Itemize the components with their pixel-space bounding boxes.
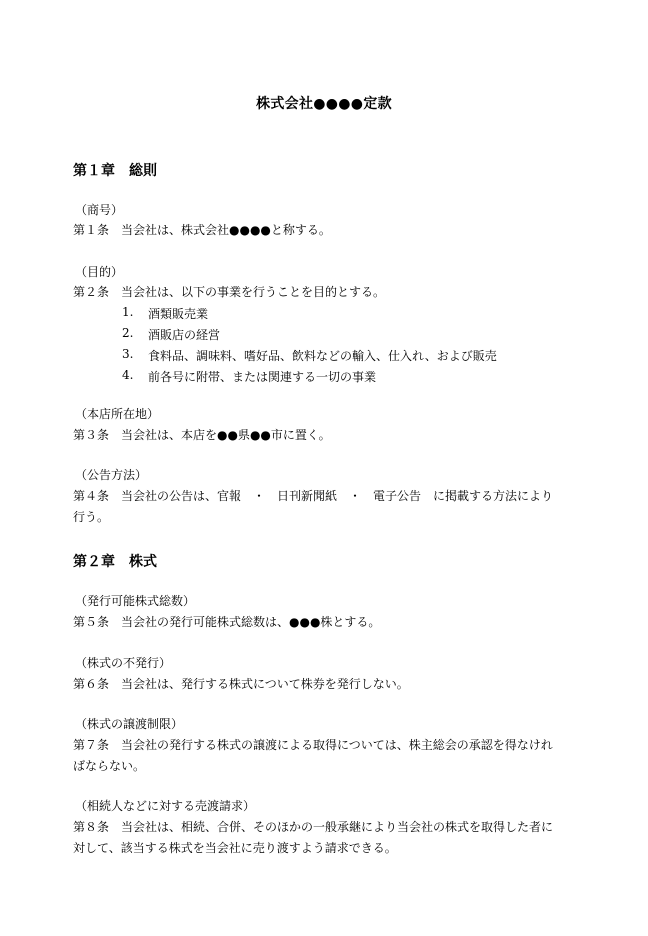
list-item: 酒類販売業 [148, 307, 209, 321]
article-4-text-line-1: 第４条 当会社の公告は、官報 ・ 日刊新聞紙 ・ 電子公告 に掲載する方法により [73, 489, 554, 503]
article-3-text: 第３条 当会社は、本店を●●県●●市に置く。 [73, 428, 331, 442]
article-5-text: 第５条 当会社の発行可能株式総数は、●●●株とする。 [73, 615, 381, 629]
list-item-number: 4. [122, 368, 134, 382]
article-8-text-line-1: 第８条 当会社は、相続、合併、そのほかの一般承継により当会社の株式を取得した者に [73, 820, 554, 834]
article-7-text-line-2: ばならない。 [73, 759, 146, 773]
article-6-text: 第６条 当会社は、発行する株式について株券を発行しない。 [73, 677, 409, 691]
article-3-heading: （本店所在地） [75, 407, 160, 421]
article-2-text: 第２条 当会社は、以下の事業を行うことを目的とする。 [73, 285, 386, 299]
chapter-1-heading: 第１章 総則 [73, 163, 157, 179]
article-7-text-line-1: 第７条 当会社の発行する株式の譲渡による取得については、株主総会の承認を得なけれ [73, 738, 553, 752]
list-item-number: 2. [122, 326, 134, 340]
article-1-heading: （商号） [75, 203, 124, 217]
article-5-heading: （発行可能株式総数） [75, 594, 196, 608]
article-2-heading: （目的） [75, 265, 124, 279]
article-1-text: 第１条 当会社は、株式会社●●●●と称する。 [73, 223, 331, 237]
list-item: 前各号に附帯、または関連する一切の事業 [148, 370, 377, 384]
article-7-heading: （株式の譲渡制限） [75, 717, 184, 731]
article-4-text-line-2: 行う。 [73, 510, 110, 524]
article-6-heading: （株式の不発行） [75, 656, 172, 670]
list-item-number: 1. [122, 305, 134, 319]
list-item-number: 3. [122, 347, 134, 361]
document-title: 株式会社●●●●定款 [256, 96, 392, 112]
chapter-2-heading: 第２章 株式 [73, 554, 157, 570]
list-item: 酒販店の経営 [148, 328, 221, 342]
article-8-text-line-2: 対して、該当する株式を当会社に売り渡すよう請求できる。 [73, 841, 397, 855]
article-4-heading: （公告方法） [75, 468, 148, 482]
list-item: 食料品、調味料、嗜好品、飲料などの輸入、仕入れ、および販売 [148, 349, 497, 363]
article-8-heading: （相続人などに対する売渡請求） [75, 799, 256, 813]
